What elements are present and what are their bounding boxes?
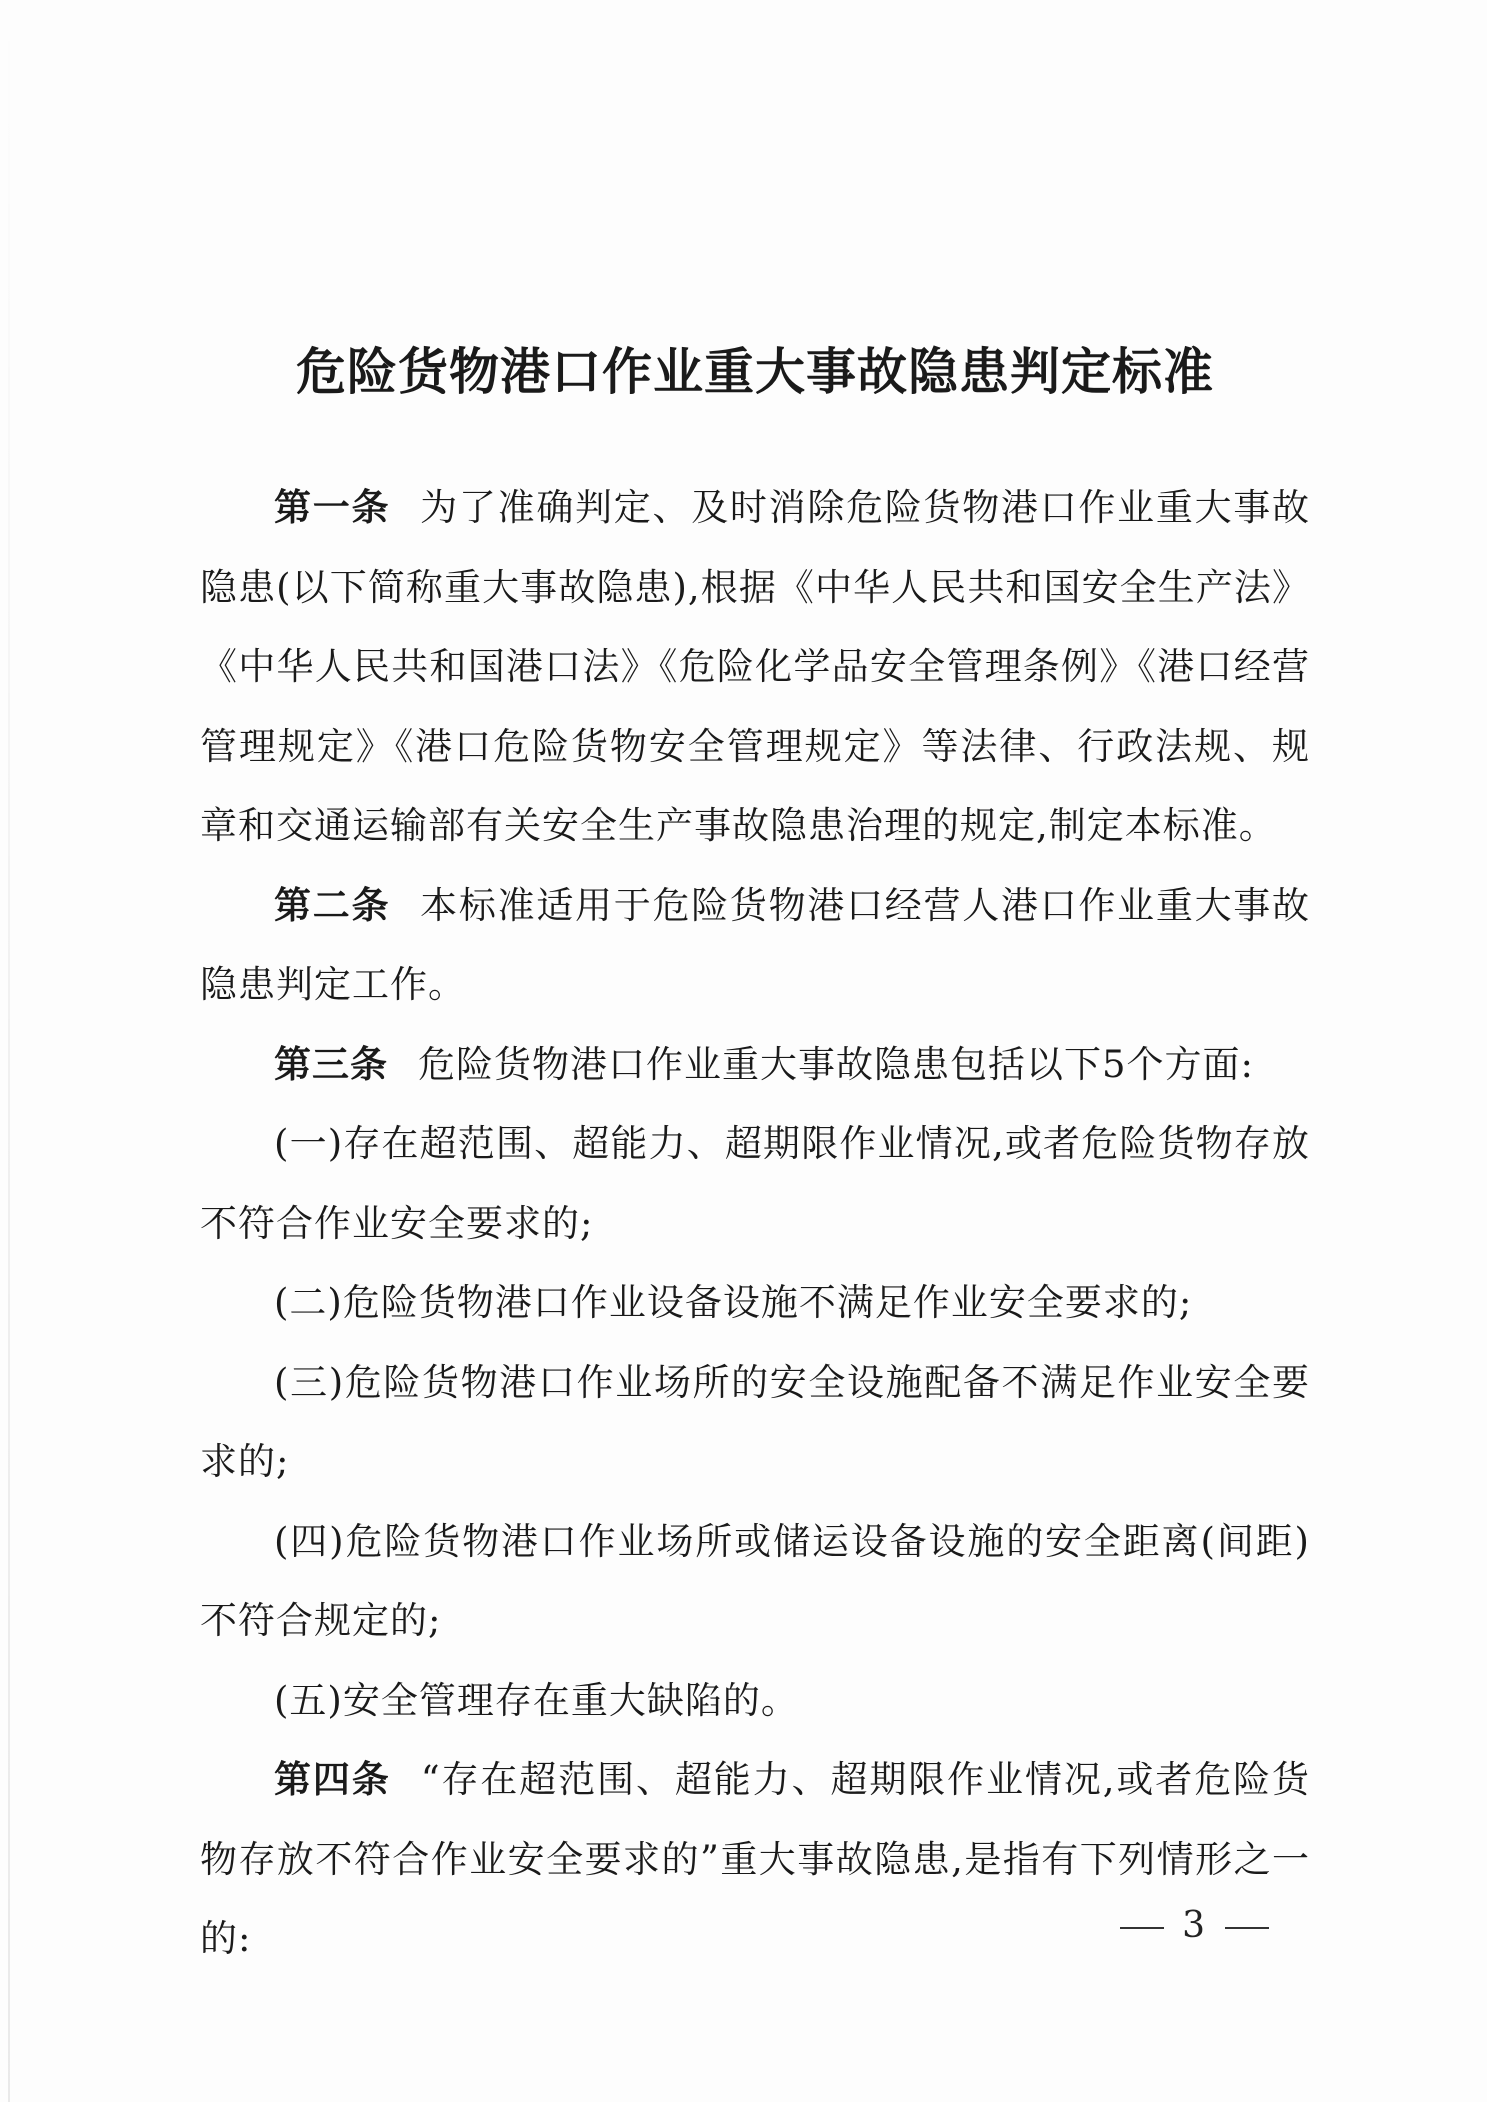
- document-title: 危险货物港口作业重大事故隐患判定标准: [296, 343, 1214, 401]
- list-item-text: (二)危险货物港口作业设备设施不满足作业安全要求的;: [274, 1281, 1193, 1324]
- article-label: 第四条: [274, 1758, 391, 1801]
- page-number: [1102, 1905, 1287, 1946]
- article-text: 本标准适用于危险货物港口经营人港口作业重大事故隐患判定工作。: [200, 883, 1311, 1006]
- list-item-text: (四)危险货物港口作业场所或储运设备设施的安全距离(间距)不符合规定的;: [200, 1519, 1310, 1642]
- article-label: 第二条: [274, 883, 391, 927]
- list-item-1: [200, 1104, 1310, 1263]
- list-item-4: [200, 1502, 1310, 1661]
- article-label: 第一条: [274, 486, 391, 529]
- article-text: 为了准确判定、及时消除危险货物港口作业重大事故隐患(以下简称重大事故隐患),根据《中华人民共和国安全生产法》《中华人民共和国港口法》《危险化学品安全管理条例》《港口经营管理规定》《港口危险货物安全管理规定》等法律、行政法规、规章和交通运输部有关安全生产事故隐患治理的规定,制定本标准。: [200, 486, 1311, 847]
- article-1: [200, 468, 1310, 866]
- list-item-text: (五)安全管理存在重大缺陷的。: [274, 1678, 799, 1722]
- document-body: [200, 468, 1310, 1979]
- article-text: 危险货物港口作业重大事故隐患包括以下5个方面:: [418, 1042, 1255, 1086]
- list-item-3: [200, 1343, 1310, 1502]
- page-number-dash-left: [1120, 1927, 1164, 1929]
- list-item-2: [200, 1263, 1310, 1343]
- page-number-dash-right: [1225, 1927, 1269, 1929]
- article-label: 第三条: [274, 1042, 388, 1086]
- article-3: [200, 1025, 1310, 1105]
- article-2: [200, 866, 1310, 1025]
- article-text: “存在超范围、超能力、超期限作业情况,或者危险货物存放不符合作业安全要求的”重大事故隐患,是指有下列情形之一的:: [200, 1758, 1311, 1960]
- scan-edge-shadow: [8, 0, 10, 2102]
- list-item-text: (一)存在超范围、超能力、超期限作业情况,或者危险货物存放不符合作业安全要求的;: [200, 1122, 1310, 1245]
- page-number-value: 3: [1182, 1905, 1207, 1946]
- list-item-text: (三)危险货物港口作业场所的安全设施配备不满足作业安全要求的;: [200, 1360, 1310, 1483]
- list-item-5: [200, 1661, 1310, 1741]
